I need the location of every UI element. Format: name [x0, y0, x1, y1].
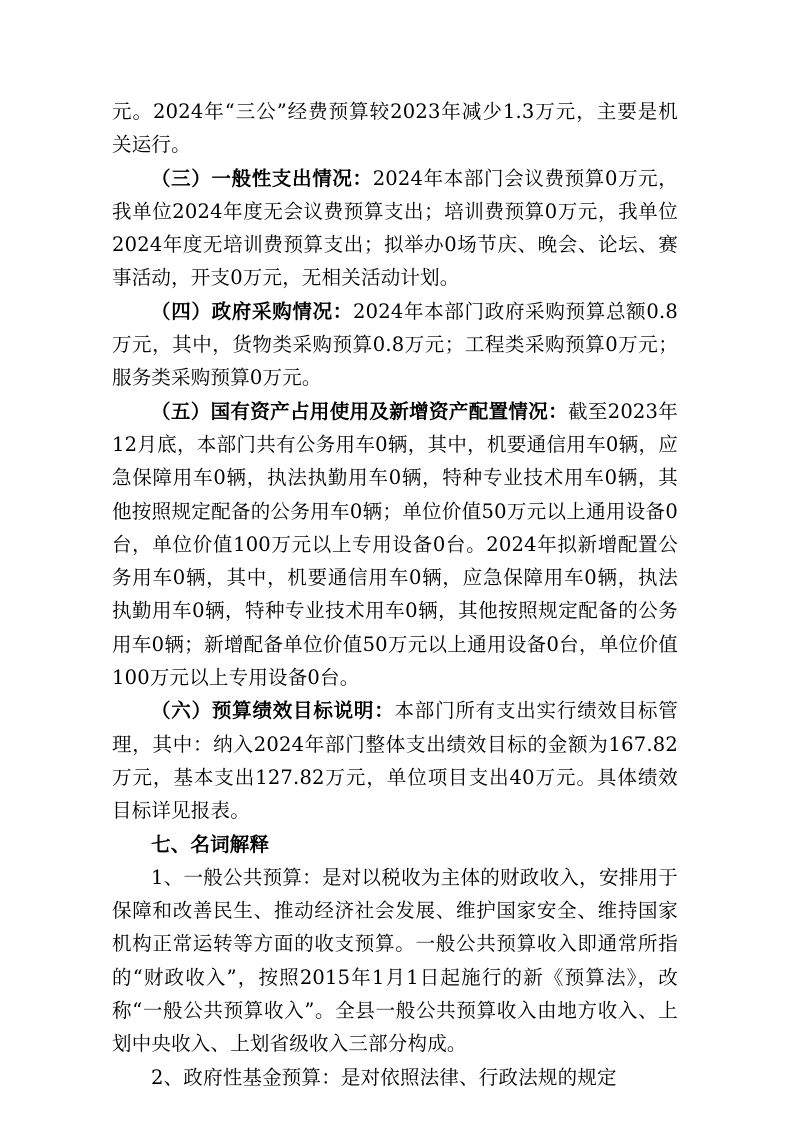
section-heading-glossary: 七、名词解释: [151, 832, 270, 856]
paragraph-state-assets: [112, 395, 678, 695]
section-lead-general-expenditure: （三）一般性支出情况：: [151, 166, 373, 190]
paragraph-general-expenditure: [112, 162, 678, 295]
paragraph-body: 元。2024年“三公”经费预算较2023年减少1.3万元，主要是机关运行。: [112, 100, 678, 157]
paragraph-body: 本部门所有支出实行绩效目标管理，其中：纳入2024年部门整体支出绩效目标的金额为167.82万元，基本支出127.82万元，单位项目支出40万元。具体绩效目标详见报表。: [112, 699, 678, 823]
paragraph-body: 1、一般公共预算：是对以税收为主体的财政收入，安排用于保障和改善民生、推动经济社会发展、维护国家安全、维持国家机构正常运转等方面的收支预算。一般公共预算收入即通常所指的“财政收入”，按照2015年1月1日起施行的新《预算法》，改称“一般公共预算收入”。全县一般公共预算收入由地方收入、上划中央收入、上划省级收入三部分构成。: [112, 865, 678, 1056]
paragraph-sangong-summary: [112, 95, 678, 162]
paragraph-body: 截至2023年12月底，本部门共有公务用车0辆，其中，机要通信用车0辆，应急保障用车0辆，执法执勤用车0辆，特种专业技术用车0辆，其他按照规定配备的公务用车0辆；单位价值50万元以上通用设备0台，单位价值100万元以上专用设备0台。2024年拟新增配置公务用车0辆，其中，机要通信用车0辆，应急保障用车0辆，执法执勤用车0辆，特种专业技术用车0辆，其他按照规定配备的公务用车0辆；新增配备单位价值50万元以上通用设备0台，单位价值100万元以上专用设备0台。: [112, 399, 678, 690]
section-lead-state-assets: （五）国有资产占用使用及新增资产配置情况：: [151, 399, 568, 423]
paragraph-performance-goals: [112, 694, 678, 827]
paragraph-body: 2、政府性基金预算：是对依照法律、行政法规的规定: [151, 1065, 617, 1089]
paragraph-body: 2024年本部门政府采购预算总额0.8万元，其中，货物类采购预算0.8万元；工程类采购预算0万元；服务类采购预算0万元。: [112, 299, 678, 390]
paragraph-body: 2024年本部门会议费预算0万元，我单位2024年度无会议费预算支出；培训费预算0万元，我单位2024年度无培训费预算支出；拟举办0场节庆、晚会、论坛、赛事活动，开支0万元，无相关活动计划。: [112, 166, 679, 290]
paragraph-procurement: [112, 295, 678, 395]
paragraph-government-fund-budget: [112, 1061, 678, 1094]
document-page: [112, 95, 678, 1094]
section-lead-performance-goals: （六）预算绩效目标说明：: [151, 699, 395, 723]
paragraph-general-public-budget: [112, 861, 678, 1061]
section-lead-procurement: （四）政府采购情况：: [151, 299, 354, 323]
